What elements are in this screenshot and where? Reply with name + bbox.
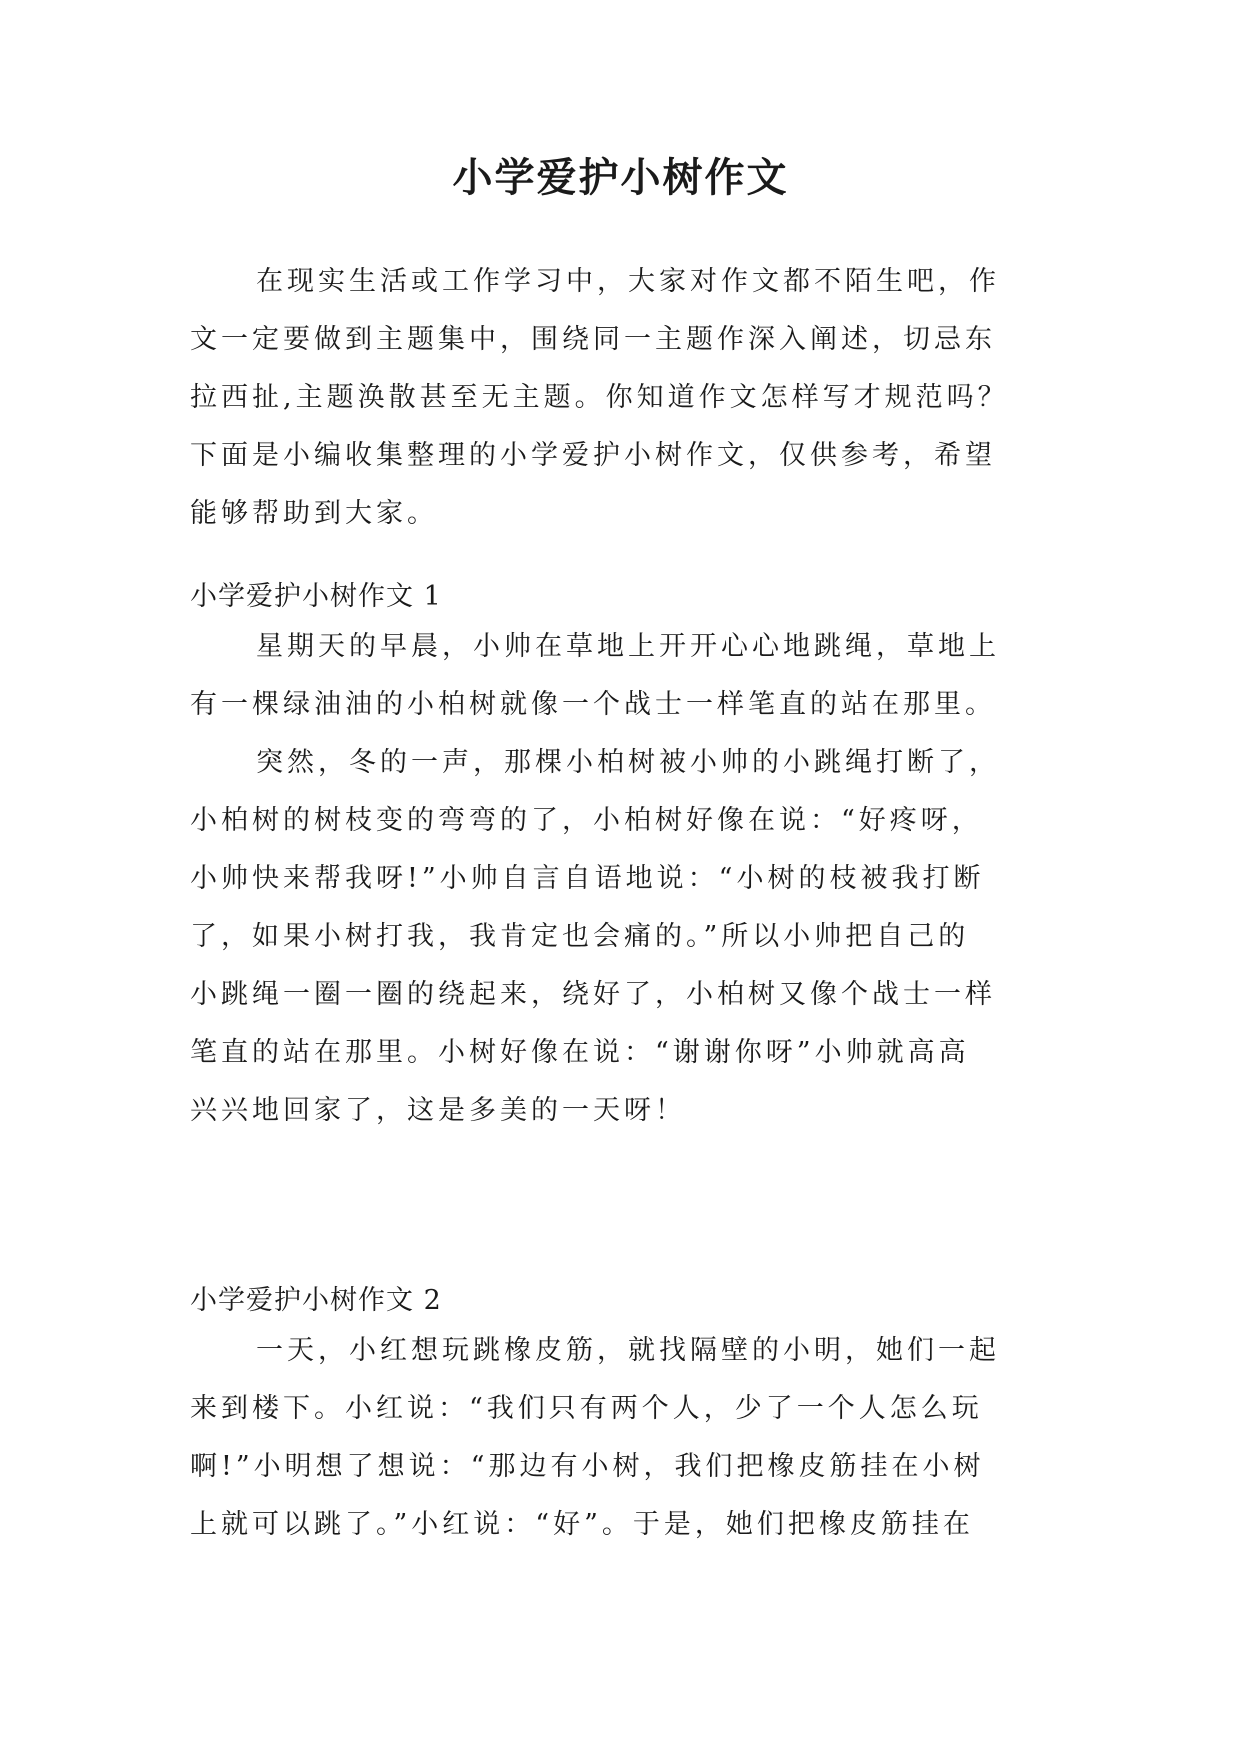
text-line: 在现实生活或工作学习中，大家对作文都不陌生吧，作 [256,266,1000,297]
text-line: 笔直的站在那里。小树好像在说：“谢谢你呀”小帅就高高 [190,1037,970,1068]
section-2-paragraph-1 [190,1322,1052,1554]
text-line: 下面是小编收集整理的小学爱护小树作文，仅供参考，希望 [190,440,996,471]
text-line: 能够帮助到大家。 [190,498,438,529]
text-line: 突然，冬的一声，那棵小柏树被小帅的小跳绳打断了， [256,747,1000,778]
text-line: 啊!”小明想了想说：“那边有小树，我们把橡皮筋挂在小树 [190,1451,985,1482]
text-line: 小帅快来帮我呀!”小帅自言自语地说：“小树的枝被我打断 [190,863,985,894]
section-heading-2: 小学爱护小树作文 2 [190,1285,442,1316]
text-line: 拉西扯,主题涣散甚至无主题。你知道作文怎样写才规范吗？ [190,382,1009,413]
text-line: 一天，小红想玩跳橡皮筋，就找隔壁的小明，她们一起 [256,1335,1000,1366]
intro-paragraph [190,253,1052,543]
text-line: 上就可以跳了。”小红说：“好”。于是，她们把橡皮筋挂在 [190,1509,974,1540]
document-title: 小学爱护小树作文 [452,154,789,201]
text-line: 来到楼下。小红说：“我们只有两个人，少了一个人怎么玩 [190,1393,983,1424]
section-heading-1: 小学爱护小树作文 1 [190,581,442,612]
text-line: 有一棵绿油油的小柏树就像一个战士一样笔直的站在那里。 [190,689,996,720]
text-line: 了，如果小树打我，我肯定也会痛的。”所以小帅把自己的 [190,921,970,952]
section-1-paragraph-2 [190,734,1052,1140]
section-1-paragraph-1 [190,618,1052,734]
text-line: 星期天的早晨，小帅在草地上开开心心地跳绳，草地上 [256,631,1000,662]
text-line: 小跳绳一圈一圈的绕起来，绕好了，小柏树又像个战士一样 [190,979,996,1010]
text-line: 小柏树的树枝变的弯弯的了，小柏树好像在说：“好疼呀， [190,805,983,836]
text-line: 文一定要做到主题集中，围绕同一主题作深入阐述，切忌东 [190,324,996,355]
text-line: 兴兴地回家了，这是多美的一天呀！ [190,1095,686,1126]
